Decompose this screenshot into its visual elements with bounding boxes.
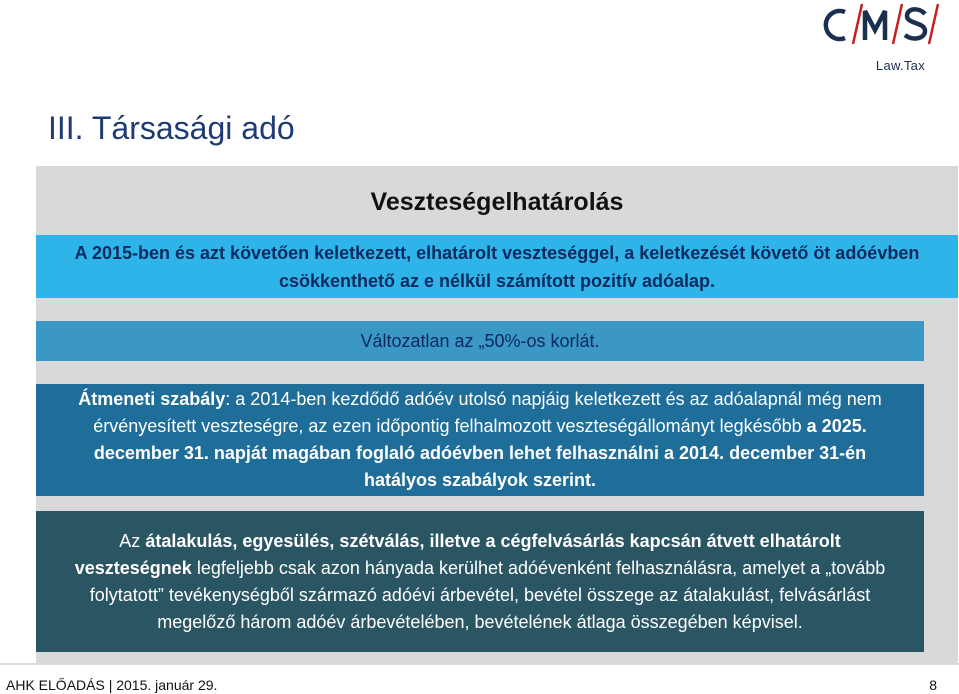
text-segment: legfeljebb csak azon hányada kerülhet adóévenként felhasználásra, amelyet a „tovább folytatott” tevékenységből származó adóévi árbevétel, bevétel összege az átalakulást, felvásárlást megelőző három adóév árbevételében, bevételének átlaga összegében képvisel. [89,557,886,632]
cms-logo-mark [819,2,939,48]
logo-tagline: Law.Tax [875,58,925,73]
page-number: 8 [929,677,937,693]
footer-presentation-info: AHK ELŐADÁS | 2015. január 29. [6,677,218,693]
transition-rule-box [36,384,924,496]
rule-2015-box: A 2015-ben és azt követően keletkezett, elhatárolt veszteséggel, a keletkezését követő öt adóévben csökkenthető az e nélkül számított pozitív adóalap. [36,235,958,298]
limit-box: Változatlan az „50%-os korlát. [36,321,924,361]
emphasis-segment: a 2025. december 31. napját magában foglaló adóévben lehet felhasználni a 2014. december 31-én hatályos szabályok szerint. [93,416,867,490]
transformation-rule-box [36,511,924,652]
section-title: Veszteségelhatárolás [370,188,624,216]
content-panel [36,166,958,663]
emphasis-segment: Átmeneti szabály [78,389,226,409]
cms-logo [809,2,939,74]
text-segment: Az [119,530,146,551]
emphasis-segment: átalakulás, egyesülés, szétválás, illetve a cégfelvásárlás kapcsán átvett elhatárolt veszteségnek [74,530,841,578]
rich-text [56,386,904,494]
footer [0,663,959,694]
text-segment: : a 2014-ben kezdődő adóév utolsó napjáig keletkezett és az adóalapnál még nem érvényesített veszteségre, az ezen időpontig felhalmozott veszteségállományt legkésőbb [93,389,882,436]
footer-divider [0,663,959,665]
slide-title: III. Társasági adó [48,110,295,146]
rich-text [64,528,896,636]
